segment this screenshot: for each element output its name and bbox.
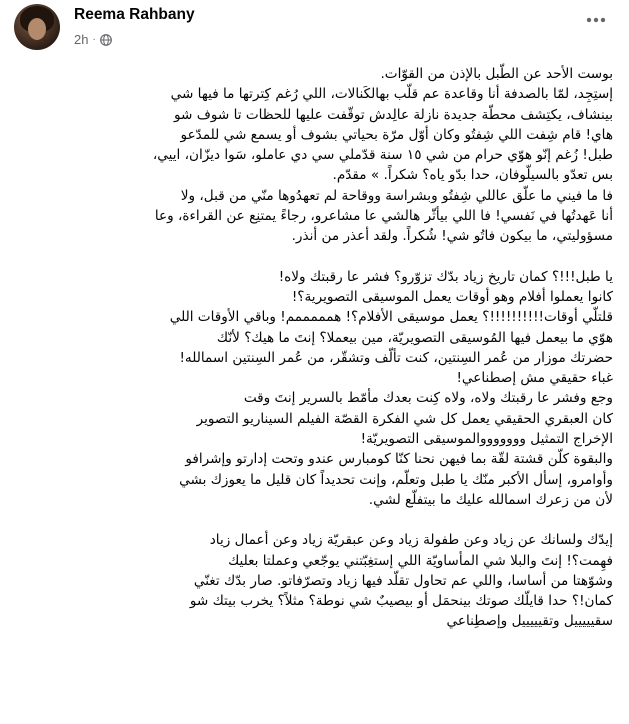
text-line: كمان!؟ حدا قايلّك صوتك بينحمَل أو بيصيبٌ شي نوطة؟ مثلاً؟ يخرب بيتك شو	[189, 593, 613, 610]
text-line: بوست الأحد عن الطّبل بالإذن من القوّات.	[380, 66, 613, 82]
text-line: والبقوة كلّن قشتة لقّة بما فيهن نحنا كنّا كومبارس عندو وتحت إدارتو وإشرافو	[185, 451, 613, 468]
text-line: فا ما فيني ما علّق عاللي شِفتُو وبشراسة ووقاحة لم تعهدُوها منّي من قبل، ولا	[180, 187, 613, 204]
post-paragraph	[13, 64, 613, 247]
avatar[interactable]	[14, 4, 60, 50]
text-line: طبل! زُغم إنّو هوّي حرام من شي ١٥ سنة قدّملي سي دي عاملو، سَوا ديزّان، اييي،	[152, 147, 613, 164]
text-line: فهِمت؟! إنتَ والبلا شي المأساويّة اللي إستغِبّتني يوجّعي وعملتا بعليك	[228, 552, 613, 569]
post-paragraph	[13, 530, 613, 631]
post-text	[13, 64, 613, 632]
text-line: هوّي ما بيعمل فيها المُوسيقى التصويريّة، مين بيعملا؟ إنتَ ما هيك؟ لأنّك	[216, 329, 613, 346]
post-paragraph	[13, 267, 613, 511]
globe-icon[interactable]	[100, 34, 112, 46]
text-line: سقيييييل وتقيييييل وإصطِناعي	[446, 613, 613, 630]
text-line: وأوامرو، إسأل الأكبر منّك يا طبل وتعلّم، وإنت تحديداً كان قليل ما يعوزك بشي	[179, 471, 613, 488]
text-line: أنا عَهدتُها في نَفسي! فا اللي بيأثّر هالشي عا مشاعرو، رجاءً يمتنِع عن القراءة، وعا	[154, 208, 613, 225]
text-line: بينشاف، يكتِشف محطّة جديدة نازلة عالِدش توقّفت عليها للحظات تا شوف شو	[174, 106, 613, 123]
text-line: كانوا يعملوا أفلام وهو أوقات يعمل الموسيقى التصويرية؟!	[291, 288, 613, 305]
paragraph-gap	[13, 510, 613, 530]
text-line: حضرتك موزار من عُمر السِنتين، كنت تألّف وتشقّر، من عُمر السِنتين اسمالله!	[179, 349, 613, 366]
text-line: إيدّك ولسانك عن زياد وعن طفولة زياد وعن عبقريّة زياد وعن أعمال زياد	[209, 532, 613, 549]
text-line: لأن من زعرك اسمالله عليك ما بيتفلّع لشي.	[368, 491, 613, 508]
text-line: غباء حقيقي مش إصطناعي!	[456, 370, 613, 387]
text-line: يا طبل!!!؟ كمان تاريخ زياد بدّك تزوّرو؟ فشر عا رقبتك ولاه!	[278, 268, 613, 285]
author-name[interactable]: Reema Rahbany	[74, 6, 195, 23]
post-meta	[74, 32, 112, 47]
post-header	[0, 0, 629, 62]
text-line: إستِجِد، لمّا بالصدفة أنا وقاعدة عم قلّب بهالكَنالات، اللي رُغم كِترتها ما فيها شي	[170, 86, 613, 103]
text-line: بس تعدّو بالسيلّوفان، حدا بدّو ياه؟ شكراً. » مقدّم.	[332, 167, 613, 184]
more-options-icon[interactable]	[581, 8, 611, 32]
separator-dot: ·	[92, 34, 96, 45]
text-line: قلتلّي أوقات!!!!!!!!!!؟ يعمل موسيقى الأفلام؟! همممممم! وباقي الأوقات اللي	[169, 309, 613, 326]
text-line: كان العبقري الحقيقي يعمل كل شي الفكرة القصّة الفيلم السيناريو التصوير	[196, 410, 613, 427]
text-line: وشوّهتا من أساسا، واللي عم تحاول تقلّد فيها زياد وتصرّفاتو. صار بدّك تغنّي	[193, 572, 613, 589]
text-line: الإخراج التمثيل وووووووالموسيقى التصويريّة!	[360, 431, 613, 448]
avatar-face	[28, 18, 46, 40]
text-line: مسؤوليتي، ما بيكون فاتُو شي! شُكراً. ولقد أعذر من أنذر.	[291, 228, 613, 245]
text-line: هاي! قام شِفت اللي شِفتُو وكان أوّل مرّة بحياتي بشوف أو يسمع شي للمدّعو	[180, 126, 613, 143]
paragraph-gap	[13, 247, 613, 267]
text-line: وجع وفشر عا رقبتك ولاه، ولاه كِنت بعدك مأمّط بالسرير إنتَ وقت	[243, 390, 613, 407]
post-time[interactable]: 2h	[74, 32, 89, 47]
